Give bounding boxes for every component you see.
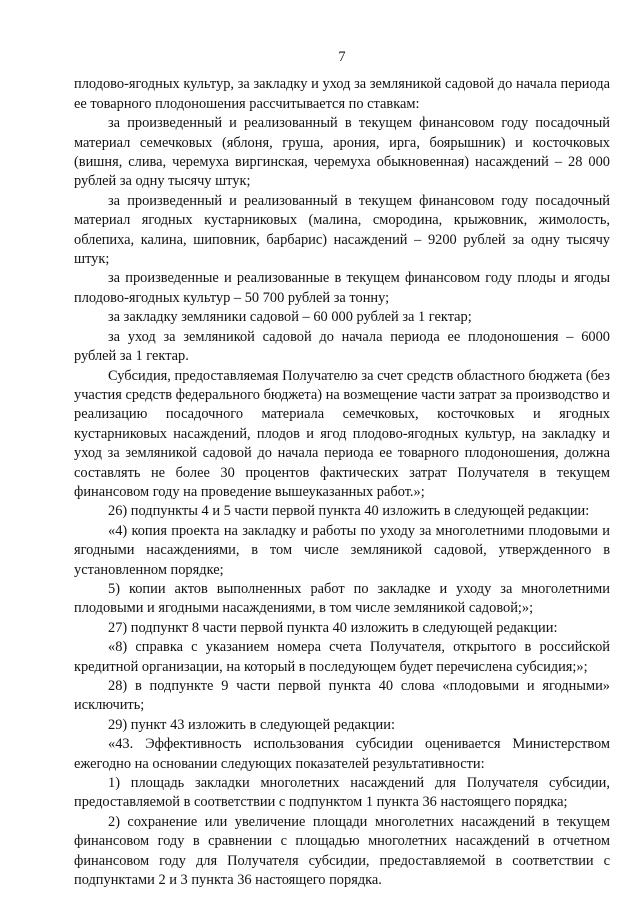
paragraph: Субсидия, предоставляемая Получателю за счет средств областного бюджета (без участия средств федерального бюджета) на возмещение части затрат за производство и реализацию посадочного материала семечковых, косточковых и ягодных кустарниковых насаждений, плодов и ягод плодово-ягодных культур, на закладку и уход за земляникой садовой до начала периода ее товарного плодоношения, должна составлять не более 30 процентов фактических затрат Получателя в текущем финансовом году на проведение вышеуказанных работ.»;	[74, 367, 610, 500]
page-number: 7	[338, 49, 346, 65]
paragraph: «8) справка с указанием номера счета Получателя, открытого в российской кредитной организации, на который в последующем будет перечислена субсидия;»;	[74, 639, 610, 675]
paragraph: за уход за земляникой садовой до начала периода ее плодоношения – 6000 рублей за 1 гектар.	[74, 328, 610, 365]
document-body	[74, 75, 610, 890]
paragraph: 27) подпункт 8 части первой пункта 40 изложить в следующей редакции:	[108, 619, 558, 636]
paragraph: за произведенный и реализованный в текущем финансовом году посадочный материал ягодных кустарниковых (малина, смородина, крыжовник, жимолость, облепиха, калина, шиповник, барбарис) насаждений – 9200 рублей за одну тысячу штук;	[74, 192, 610, 268]
paragraph: 28) в подпункте 9 части первой пункта 40 слова «плодовыми и ягодными» исключить;	[74, 678, 610, 714]
paragraph: 26) подпункты 4 и 5 части первой пункта 40 изложить в следующей редакции:	[108, 503, 590, 520]
paragraph: «43. Эффективность использования субсидии оценивается Министерством ежегодно на основании следующих показателей результативности:	[74, 736, 610, 772]
paragraph: за произведенный и реализованный в текущем финансовом году посадочный материал семечковых (яблоня, груша, арония, ирга, боярышник) и косточковых (вишня, слива, черемуха виргинская, черемуха обыкновенная) насаждений – 28 000 рублей за одну тысячу штук;	[74, 115, 610, 190]
paragraph: 29) пункт 43 изложить в следующей редакции:	[108, 716, 395, 733]
paragraph: 1) площадь закладки многолетних насаждений для Получателя субсидии, предоставляемой в соответствии с подпунктом 1 пункта 36 настоящего порядка;	[74, 775, 610, 811]
paragraph: 5) копии актов выполненных работ по закладке и уходу за многолетними плодовыми и ягодными насаждениями, в том числе земляникой садовой;»;	[74, 580, 610, 617]
paragraph: за закладку земляники садовой – 60 000 рублей за 1 гектар;	[108, 309, 472, 326]
paragraph: 2) сохранение или увеличение площади многолетних насаждений в текущем финансовом году в сравнении с площадью многолетних насаждений в отчетном финансовом году для Получателя субсидии, предоставляемой в соответствии с подпунктами 2 и 3 пункта 36 настоящего порядка.	[74, 813, 610, 889]
paragraph: за произведенные и реализованные в текущем финансовом году плоды и ягоды плодово-ягодных культур – 50 700 рублей за тонну;	[74, 270, 610, 306]
paragraph: плодово-ягодных культур, за закладку и уход за земляникой садовой до начала периода ее товарного плодоношения рассчитывается по ставкам:	[74, 76, 610, 112]
paragraph: «4) копия проекта на закладку и работы по уходу за многолетними плодовыми и ягодными насаждениями, в том числе земляникой садовой, утвержденного в установленном порядке;	[74, 522, 610, 578]
